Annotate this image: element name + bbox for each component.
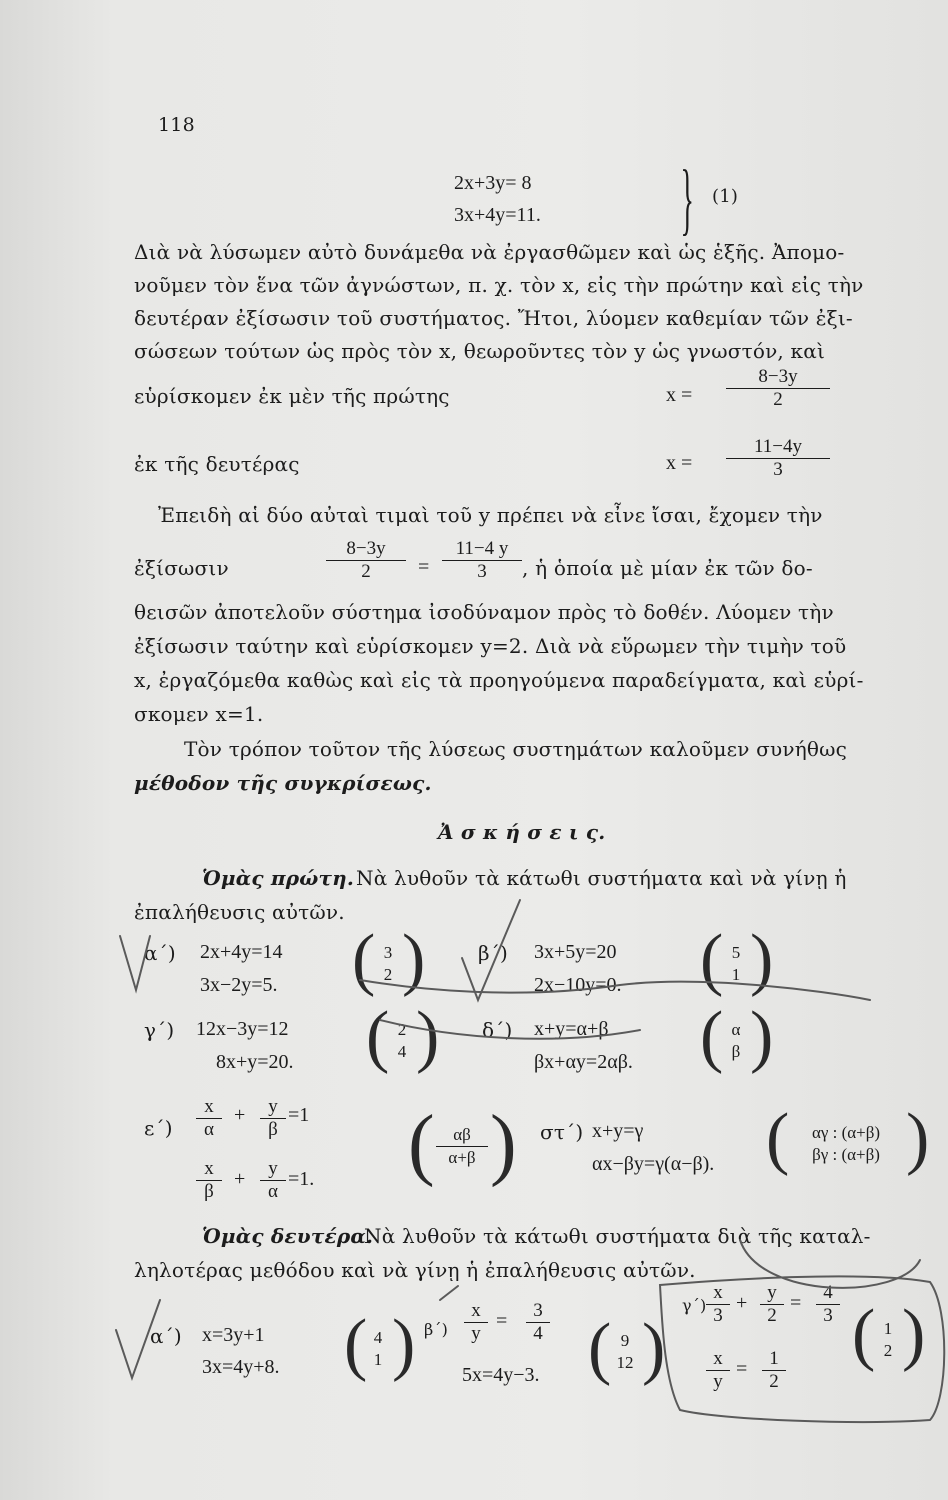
para1-line6: ἐκ τῆς δευτέρας bbox=[134, 452, 300, 476]
para3-line2: μέθοδον τῆς συγκρίσεως. bbox=[134, 771, 432, 795]
ex2a-eq1: x=3y+1 bbox=[202, 1324, 265, 1346]
check-mark-2a bbox=[116, 1300, 160, 1378]
ex1e-plus2: + bbox=[234, 1168, 246, 1190]
ex2c-frac4-den: y bbox=[713, 1371, 723, 1392]
para2-line5: x, ἐργαζόμεθα καθὼς καὶ εἰς τὰ προηγούμενα παραδείγματα, καὶ εὑρί- bbox=[134, 668, 864, 692]
ex1e-rhs1: =1 bbox=[288, 1104, 310, 1126]
ex2c-frac3-num: 4 bbox=[816, 1282, 840, 1305]
ex1b-sol-x: 5 bbox=[731, 943, 741, 962]
eq-right-denominator: 3 bbox=[477, 561, 487, 582]
ex1c-sol-y: 4 bbox=[397, 1042, 407, 1061]
ex2b-frac1-num: x bbox=[464, 1300, 488, 1323]
ex1e-close-paren: ) bbox=[490, 1100, 517, 1188]
ex1c-open-paren: ( bbox=[366, 998, 390, 1075]
group1-title: Ὁμὰς πρώτη. bbox=[202, 866, 355, 890]
ex2c-frac2-den: 2 bbox=[767, 1305, 777, 1326]
ex2b-sol-x: 9 bbox=[620, 1331, 630, 1350]
pencil-curve-1 bbox=[360, 980, 870, 1000]
para2-line6: σκομεν x=1. bbox=[134, 702, 264, 726]
ex2a-open-paren: ( bbox=[344, 1306, 368, 1383]
ex1f-eq1: x+y=γ bbox=[592, 1120, 644, 1142]
ex2c-close-paren: ) bbox=[902, 1296, 926, 1373]
pencil-box-2c bbox=[660, 1276, 944, 1422]
ex1e-plus1: + bbox=[234, 1104, 246, 1126]
group1-text-line1: Νὰ λυθοῦν τὰ κάτωθι συστήματα καὶ νὰ γίνῃ ἡ bbox=[356, 866, 847, 890]
ex1e-rhs2: =1. bbox=[288, 1168, 315, 1190]
ex2c-frac3-den: 3 bbox=[823, 1305, 833, 1326]
pencil-curve-3 bbox=[740, 1240, 920, 1288]
ex2c-frac1-num: x bbox=[706, 1282, 730, 1305]
ex1c-eq1: 12x−3y=12 bbox=[196, 1018, 289, 1040]
ex1a-close-paren: ) bbox=[402, 921, 426, 998]
para1-line1: Διὰ νὰ λύσωμεν αὐτὸ δυνάμεθα νὰ ἐργασθῶμεν καὶ ὡς ἑξῆς. Ἀπομο- bbox=[134, 240, 845, 264]
system-eq1: 2x+3y= 8 bbox=[454, 172, 532, 194]
ex2b-label: β΄) bbox=[424, 1320, 449, 1339]
para2-line3: θεισῶν ἀποτελοῦν σύστημα ἰσοδύναμον πρὸς τὸ δοθέν. Λύομεν τὴν bbox=[134, 600, 834, 624]
check-mark-1b bbox=[462, 900, 520, 1000]
check-mark-1a bbox=[120, 936, 150, 990]
ex1d-open-paren: ( bbox=[700, 998, 724, 1075]
ex1b-eq1: 3x+5y=20 bbox=[534, 941, 617, 963]
para2-line1: Ἐπειδὴ αἱ δύο αὐταὶ τιμαὶ τοῦ y πρέπει νὰ εἶνε ἴσαι, ἔχομεν τὴν bbox=[158, 503, 823, 527]
ex2c-equals2: = bbox=[736, 1358, 748, 1380]
ex2c-sol-y: 2 bbox=[883, 1341, 893, 1360]
ex1a-eq1: 2x+4y=14 bbox=[200, 941, 283, 963]
ex2c-open-paren: ( bbox=[852, 1296, 876, 1373]
ex1b-sol-y: 1 bbox=[731, 965, 741, 984]
para2-line4: ἐξίσωσιν ταύτην καὶ εὑρίσκομεν y=2. Διὰ νὰ εὕρωμεν τὴν τιμὴν τοῦ bbox=[134, 634, 847, 658]
ex1f-sol-x: αγ : (α+β) bbox=[811, 1123, 881, 1142]
ex1a-eq2: 3x−2y=5. bbox=[200, 974, 278, 996]
ex1c-label: γ΄) bbox=[144, 1018, 175, 1042]
ex2a-sol-x: 4 bbox=[373, 1328, 383, 1347]
eq-left-numerator: 8−3y bbox=[326, 538, 406, 561]
formula1-numerator: 8−3y bbox=[726, 366, 830, 389]
ex2c-frac4-num: x bbox=[706, 1348, 730, 1371]
ex1e-label: ε΄) bbox=[144, 1116, 173, 1140]
ex1a-open-paren: ( bbox=[352, 921, 376, 998]
ex2c-frac2-num: y bbox=[760, 1282, 784, 1305]
ex1a-sol-y: 2 bbox=[383, 965, 393, 984]
group2-title: Ὁμὰς δευτέρα. bbox=[202, 1224, 374, 1248]
group1-text-line2: ἐπαλήθευσις αὐτῶν. bbox=[134, 900, 345, 924]
para1-line5: εὑρίσκομεν ἐκ μὲν τῆς πρώτης bbox=[134, 384, 450, 408]
ex1b-label: β΄) bbox=[478, 941, 508, 965]
ex1c-close-paren: ) bbox=[416, 998, 440, 1075]
ex1a-label: α΄) bbox=[144, 941, 176, 965]
ex1a-sol-x: 3 bbox=[383, 943, 393, 962]
ex1d-eq1: x+y=α+β bbox=[534, 1018, 609, 1040]
ex1e-frac2-den: β bbox=[268, 1119, 278, 1140]
para1-line4: σώσεων τούτων ὡς πρὸς τὸν x, θεωροῦντες τὸν y ὡς γνωστόν, καὶ bbox=[134, 339, 825, 363]
ex2b-open-paren: ( bbox=[588, 1310, 612, 1387]
formula2-lhs: x = bbox=[666, 452, 693, 474]
formula2-denominator: 3 bbox=[773, 459, 783, 480]
ex2a-sol-y: 1 bbox=[373, 1350, 383, 1369]
para2-line2-end: , ἡ ὁποία μὲ μίαν ἐκ τῶν δο- bbox=[522, 556, 813, 580]
ex1b-eq2: 2x−10y=0. bbox=[534, 974, 622, 996]
ex2a-eq2: 3x=4y+8. bbox=[202, 1356, 280, 1378]
ex1f-eq2: αx−βy=γ(α−β). bbox=[592, 1153, 715, 1175]
ex1e-frac4-num: y bbox=[260, 1158, 286, 1181]
ex2a-close-paren: ) bbox=[392, 1306, 416, 1383]
ex2b-sol-y: 12 bbox=[616, 1353, 634, 1372]
para2-line2-start: ἐξίσωσιν bbox=[134, 556, 229, 580]
ex2b-frac2-den: 4 bbox=[533, 1323, 543, 1344]
group2-text-line2: ληλοτέρας μεθόδου καὶ νὰ γίνῃ ἡ ἐπαλήθευσις αὐτῶν. bbox=[134, 1258, 696, 1282]
ex2c-sol-x: 1 bbox=[883, 1319, 893, 1338]
eq-left-denominator: 2 bbox=[361, 561, 371, 582]
ex1e-frac3-num: x bbox=[196, 1158, 222, 1181]
ex1e-frac4-den: α bbox=[268, 1181, 278, 1202]
ex2c-frac5-den: 2 bbox=[769, 1371, 779, 1392]
ex2c-equals1: = bbox=[790, 1292, 802, 1314]
para1-line2: νοῦμεν τὸν ἕνα τῶν ἀγνώστων, π. χ. τὸν x, εἰς τὴν πρώτην καὶ εἰς τὴν bbox=[134, 273, 864, 297]
ex2b-frac2-num: 3 bbox=[526, 1300, 550, 1323]
pencil-tick-2b bbox=[440, 1286, 458, 1300]
ex1d-label: δ΄) bbox=[482, 1018, 513, 1042]
ex1e-frac1-den: α bbox=[204, 1119, 214, 1140]
ex1e-frac2-num: y bbox=[260, 1096, 286, 1119]
ex2b-equals: = bbox=[496, 1310, 508, 1332]
ex2a-label: α΄) bbox=[150, 1324, 182, 1348]
system-brace: } bbox=[680, 155, 694, 243]
ex1c-sol-x: 2 bbox=[397, 1020, 407, 1039]
ex2b-eq2: 5x=4y−3. bbox=[462, 1364, 540, 1386]
formula2-numerator: 11−4y bbox=[726, 436, 830, 459]
formula1-lhs: x = bbox=[666, 384, 693, 406]
ex1e-frac3-den: β bbox=[204, 1181, 214, 1202]
ex1f-open-paren: ( bbox=[766, 1100, 790, 1177]
ex1b-close-paren: ) bbox=[750, 921, 774, 998]
para1-line3: δευτέραν ἐξίσωσιν τοῦ συστήματος. Ἤτοι, λύομεν καθεμίαν τῶν ἐξι- bbox=[134, 306, 853, 330]
ex2c-plus: + bbox=[736, 1292, 748, 1314]
formula1-denominator: 2 bbox=[773, 389, 783, 410]
ex1f-sol-y: βγ : (α+β) bbox=[812, 1145, 880, 1164]
system-label: (1) bbox=[712, 186, 739, 207]
ex1d-eq2: βx+αy=2αβ. bbox=[534, 1051, 633, 1073]
group2-text-line1: Νὰ λυθοῦν τὰ κάτωθι συστήματα διὰ τῆς καταλ- bbox=[364, 1224, 871, 1248]
ex1f-close-paren: ) bbox=[906, 1100, 930, 1177]
equation-equals: = bbox=[418, 556, 430, 578]
ex1f-label: στ΄) bbox=[540, 1120, 584, 1144]
pencil-curve-2 bbox=[380, 1020, 640, 1039]
ex2c-frac5-num: 1 bbox=[762, 1348, 786, 1371]
page-number: 118 bbox=[158, 114, 195, 136]
ex2b-close-paren: ) bbox=[642, 1310, 666, 1387]
ex1d-close-paren: ) bbox=[750, 998, 774, 1075]
ex1d-sol-y: β bbox=[731, 1042, 741, 1061]
ex1e-sol-den: α+β bbox=[448, 1148, 476, 1167]
para3-line1: Τὸν τρόπον τοῦτον τῆς λύσεως συστημάτων καλοῦμεν συνήθως bbox=[184, 737, 848, 761]
system-eq2: 3x+4y=11. bbox=[454, 204, 541, 226]
eq-right-numerator: 11−4 y bbox=[442, 538, 522, 561]
ex1e-sol-num: αβ bbox=[436, 1124, 488, 1147]
ex1c-eq2: 8x+y=20. bbox=[216, 1051, 294, 1073]
ex2b-frac1-den: y bbox=[471, 1323, 481, 1344]
ex1e-frac1-num: x bbox=[196, 1096, 222, 1119]
ex2c-frac1-den: 3 bbox=[713, 1305, 723, 1326]
ex2c-label: γ΄) bbox=[682, 1296, 707, 1315]
ex1b-open-paren: ( bbox=[700, 921, 724, 998]
ex1e-open-paren: ( bbox=[408, 1100, 435, 1188]
exercises-heading: Ἀ σ κ ή σ ε ι ς. bbox=[438, 820, 606, 844]
ex1d-sol-x: α bbox=[731, 1020, 741, 1039]
